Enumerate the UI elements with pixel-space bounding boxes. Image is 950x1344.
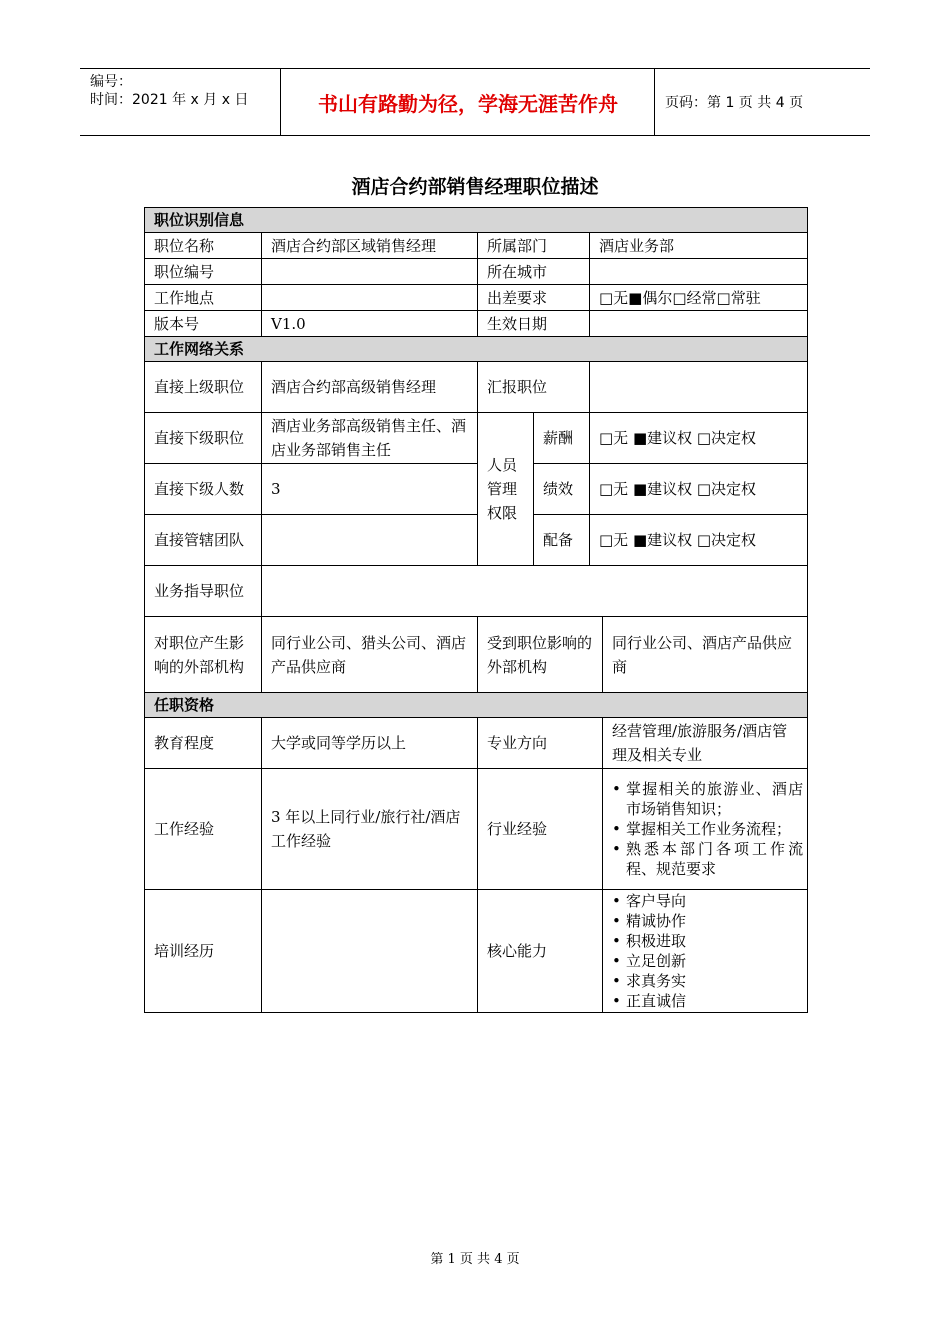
table-row [145, 233, 808, 259]
team-label: 直接管辖团队 [145, 515, 262, 566]
table-row [145, 566, 808, 617]
performance-label: 绩效 [534, 464, 590, 515]
position-code-value [262, 259, 478, 285]
table-row [145, 413, 808, 464]
list-item: • 求真务实 [607, 971, 803, 991]
travel-label: 出差要求 [478, 285, 590, 311]
competency-list [607, 891, 803, 1011]
industry-label: 行业经验 [478, 769, 603, 890]
salary-label: 薪酬 [534, 413, 590, 464]
experience-value: 3 年以上同行业/旅行社/酒店工作经验 [262, 769, 478, 890]
staffing-label: 配备 [534, 515, 590, 566]
team-value [262, 515, 478, 566]
list-item: • 客户导向 [607, 891, 803, 911]
major-value: 经营管理/旅游服务/酒店管理及相关专业 [603, 718, 808, 769]
location-label: 工作地点 [145, 285, 262, 311]
affected-label: 受到职位影响的外部机构 [478, 617, 603, 693]
table-row [145, 285, 808, 311]
external-impact-label: 对职位产生影响的外部机构 [145, 617, 262, 693]
position-name-label: 职位名称 [145, 233, 262, 259]
salary-rights: □无 ■建议权 □决定权 [590, 413, 808, 464]
list-item: • 掌握相关工作业务流程； [607, 819, 803, 839]
effective-date-label: 生效日期 [478, 311, 590, 337]
industry-experience-list [607, 779, 803, 879]
education-label: 教育程度 [145, 718, 262, 769]
position-code-label: 职位编号 [145, 259, 262, 285]
list-item: • 立足创新 [607, 951, 803, 971]
guidance-label: 业务指导职位 [145, 566, 262, 617]
major-label: 专业方向 [478, 718, 603, 769]
list-item: • 积极进取 [607, 931, 803, 951]
header-page-info: 页码：第 1 页 共 4 页 [665, 95, 804, 111]
position-name-value: 酒店合约部区域销售经理 [262, 233, 478, 259]
table-row [145, 617, 808, 693]
page-footer: 第 1 页 共 4 页 [430, 1252, 520, 1267]
external-impact-value: 同行业公司、猎头公司、酒店产品供应商 [262, 617, 478, 693]
list-item: • 熟悉本部门各项工作流程、规范要求 [607, 839, 803, 879]
guidance-value [262, 566, 808, 617]
table-row [145, 362, 808, 413]
superior-label: 直接上级职位 [145, 362, 262, 413]
version-value: V1.0 [262, 311, 478, 337]
competency-cell [603, 890, 808, 1013]
department-value: 酒店业务部 [590, 233, 808, 259]
performance-rights: □无 ■建议权 □决定权 [590, 464, 808, 515]
affected-value: 同行业公司、酒店产品供应商 [603, 617, 808, 693]
training-label: 培训经历 [145, 890, 262, 1013]
training-value [262, 890, 478, 1013]
superior-value: 酒店合约部高级销售经理 [262, 362, 478, 413]
travel-value: □无■偶尔□经常□常驻 [590, 285, 808, 311]
education-value: 大学或同等学历以上 [262, 718, 478, 769]
table-row [145, 311, 808, 337]
report-label: 汇报职位 [478, 362, 590, 413]
section-header-identity: 职位识别信息 [145, 208, 808, 233]
section-header-qualifications: 任职资格 [145, 693, 808, 718]
experience-label: 工作经验 [145, 769, 262, 890]
department-label: 所属部门 [478, 233, 590, 259]
table-row [145, 769, 808, 890]
table-row [145, 890, 808, 1013]
table-row [145, 259, 808, 285]
city-label: 所在城市 [478, 259, 590, 285]
effective-date-value [590, 311, 808, 337]
document-title: 酒店合约部销售经理职位描述 [351, 176, 599, 198]
staffing-rights: □无 ■建议权 □决定权 [590, 515, 808, 566]
document-number: 编号： [90, 74, 132, 90]
report-value [590, 362, 808, 413]
page-header [80, 68, 870, 136]
job-description-table [144, 207, 808, 1013]
subordinate-count-value: 3 [262, 464, 478, 515]
list-item: • 掌握相关的旅游业、酒店市场销售知识； [607, 779, 803, 819]
table-row [145, 718, 808, 769]
header-motto: 书山有路勤为径，学海无涯苦作舟 [282, 69, 655, 135]
list-item: • 精诚协作 [607, 911, 803, 931]
table-row [145, 464, 808, 515]
industry-experience-cell [603, 769, 808, 890]
table-row [145, 515, 808, 566]
list-item: • 正直诚信 [607, 991, 803, 1011]
document-time: 时间：2021 年 x 月 x 日 [90, 92, 249, 108]
city-value [590, 259, 808, 285]
competency-label: 核心能力 [478, 890, 603, 1013]
subordinate-count-label: 直接下级人数 [145, 464, 262, 515]
header-meta [80, 69, 281, 135]
subordinate-value: 酒店业务部高级销售主任、酒店业务部销售主任 [262, 413, 478, 464]
section-header-network: 工作网络关系 [145, 337, 808, 362]
subordinate-label: 直接下级职位 [145, 413, 262, 464]
location-value [262, 285, 478, 311]
personnel-rights-label: 人员管理权限 [478, 413, 534, 566]
version-label: 版本号 [145, 311, 262, 337]
